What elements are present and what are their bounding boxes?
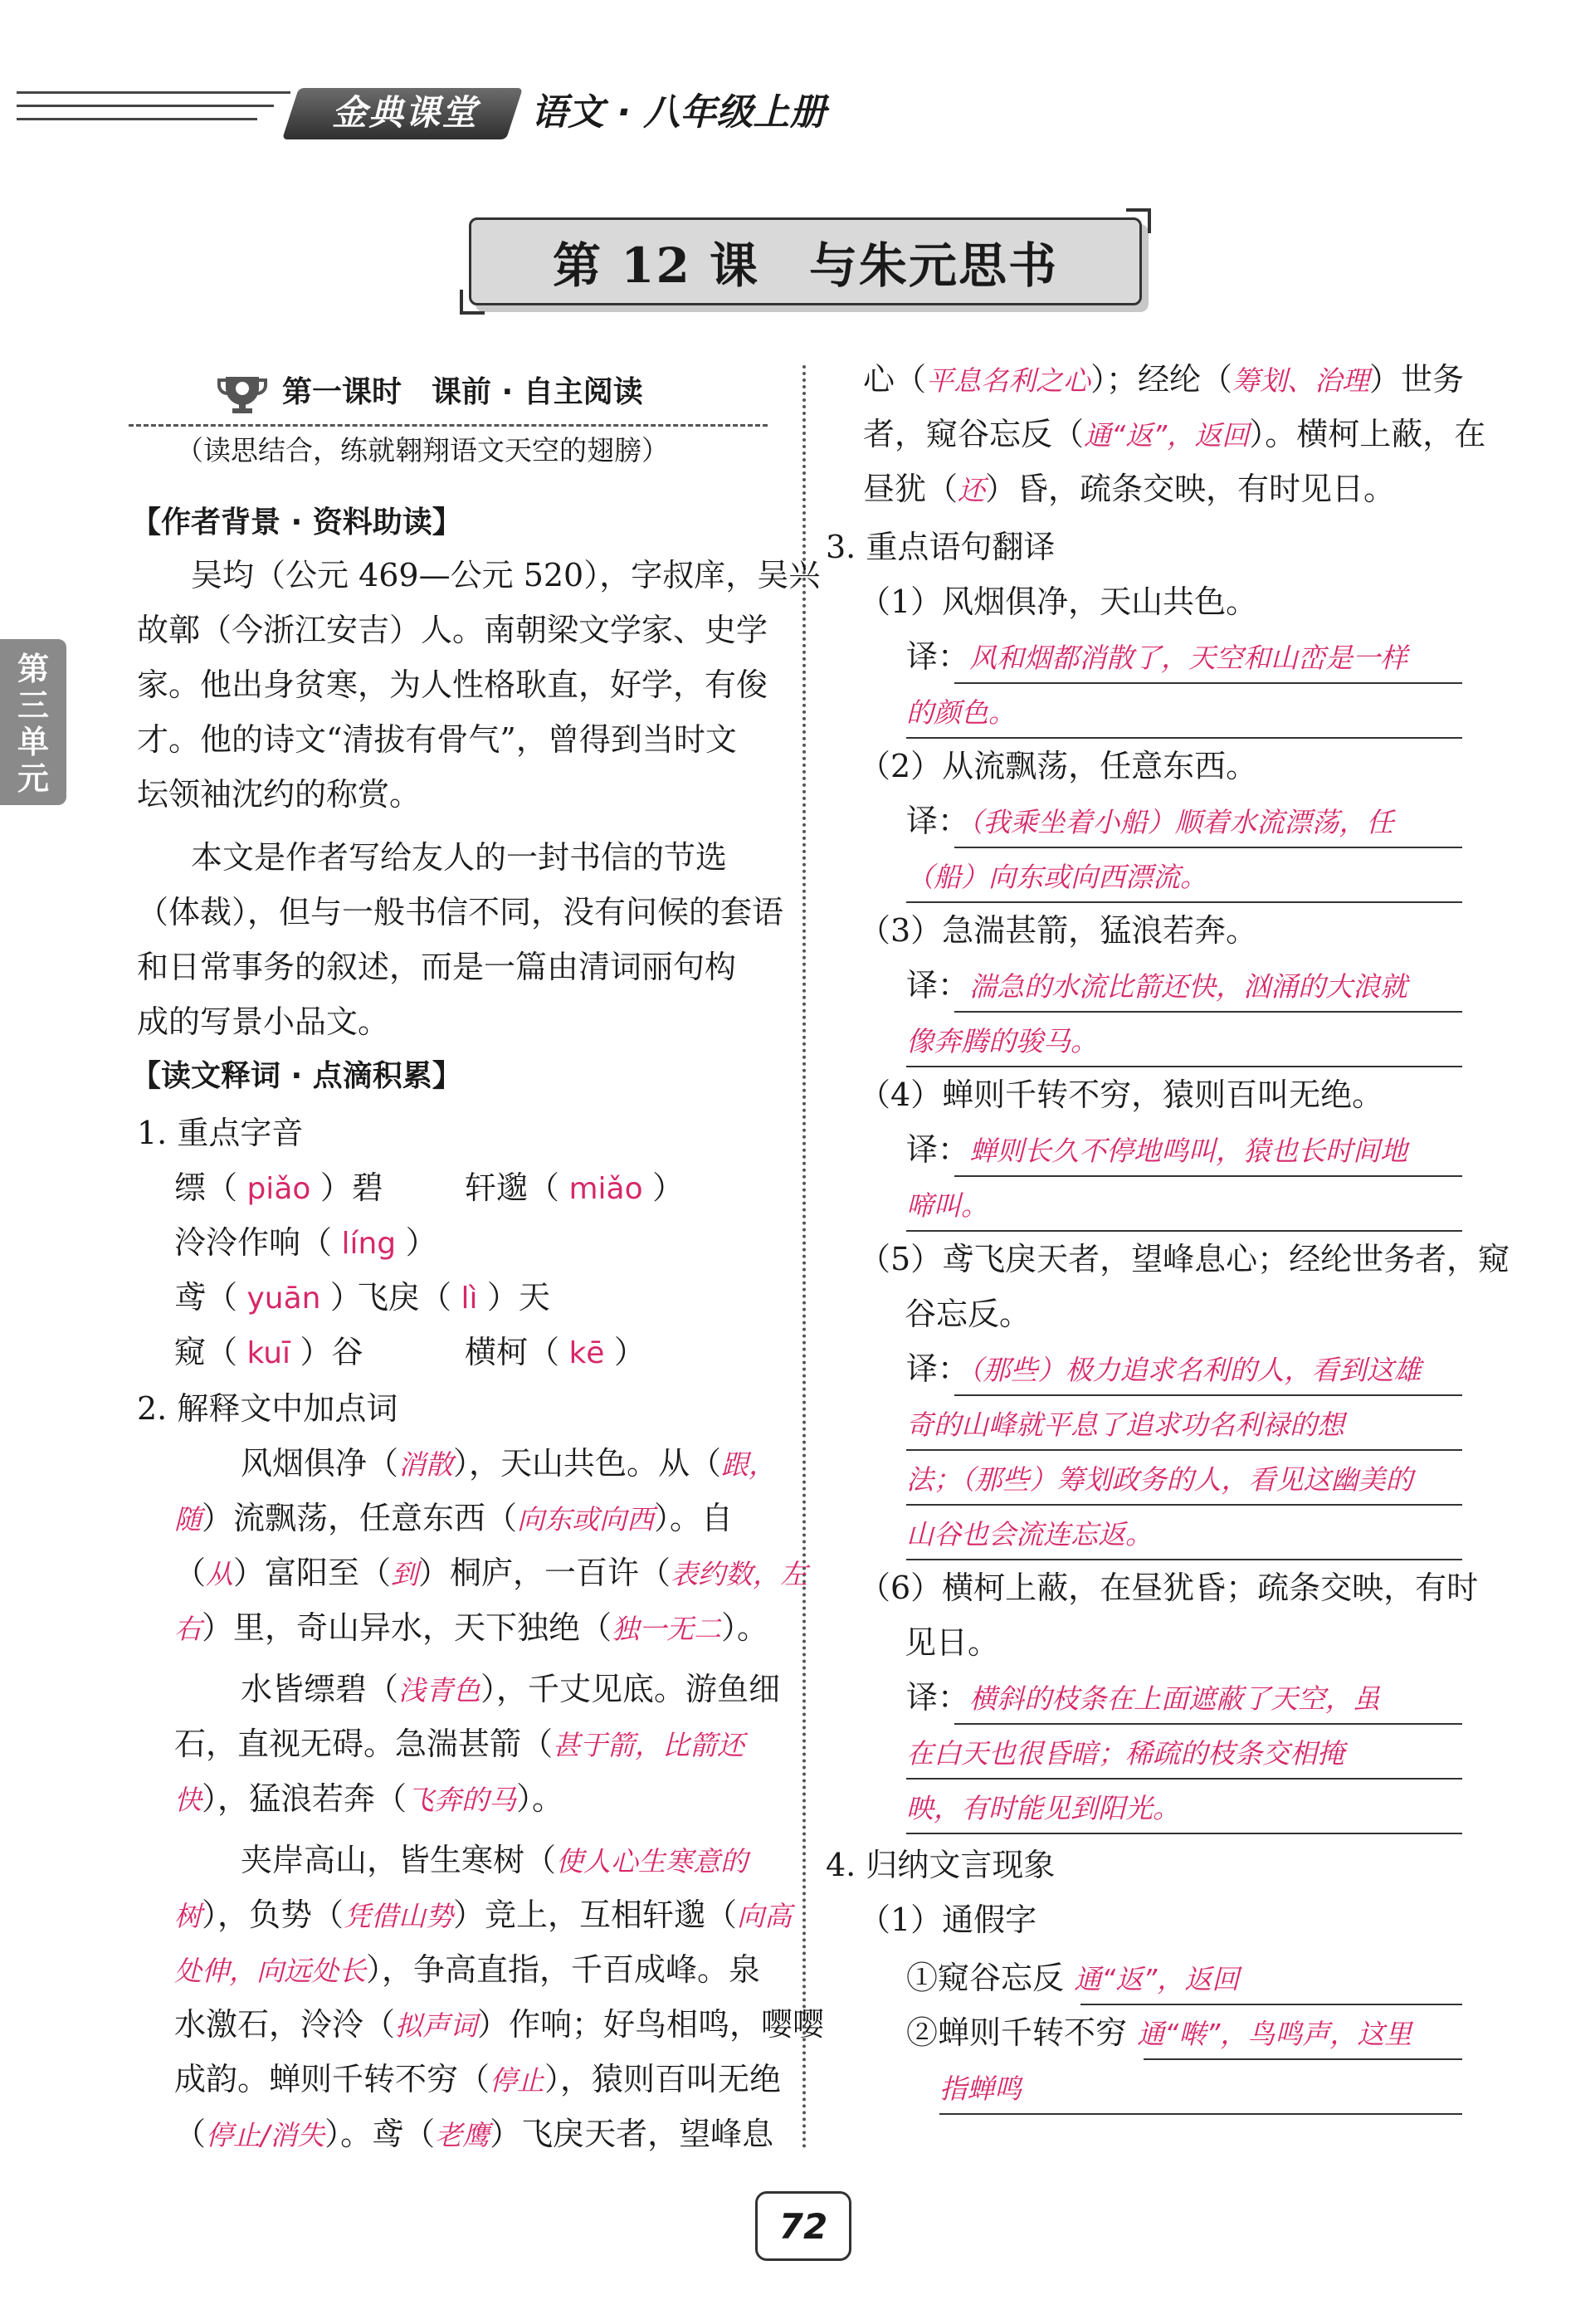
translation-answer [906, 1019, 1098, 1062]
pinyin-answer: kuī [237, 1336, 300, 1370]
translation-prefix: 译： [906, 1350, 970, 1387]
translation-answer [906, 855, 1207, 898]
answer-text: 还 [958, 474, 986, 506]
pinyin-item [174, 1222, 437, 1265]
answer-text: 从 [206, 1558, 234, 1590]
answer-text: 通“啭”，鸟鸣声，这里 [1137, 2018, 1412, 2050]
lesson-title: 第 12 课 与朱元思书 [552, 237, 1059, 294]
passage-text: ），千丈见底。游鱼细 [480, 1671, 781, 1707]
column-divider [802, 365, 806, 2150]
passage-text: ），猿则百叫无绝 [544, 2061, 782, 2097]
translation-answer [906, 1348, 1422, 1391]
page-number-box [755, 2191, 851, 2261]
passage-line [174, 1552, 807, 1595]
section-separator [129, 424, 768, 427]
author-line: 故鄣（今浙江安吉）人。南朝梁文学家、史学 [137, 612, 768, 648]
answer-text: 指蝉鸣 [939, 2073, 1022, 2105]
brand-name: 金典课堂 [331, 92, 478, 133]
pinyin-prompt: 横柯（ [465, 1334, 560, 1370]
translation-question: （4）蝉则千转不穷，猿则百叫无绝。 [859, 1077, 1384, 1113]
answer-underline [906, 1504, 1462, 1506]
answer-text: 飞奔的马 [407, 1784, 517, 1816]
author-line: 坛领袖沈约的称赏。 [137, 776, 422, 813]
q4-subtitle: （1）通假字 [859, 1902, 1037, 1938]
section-title: 第一课时 课前 · 自主阅读 [282, 375, 643, 409]
passage-text: ）。横柯上蔽，在 [1249, 416, 1486, 452]
subject-title: 语文 · 八年级上册 [531, 91, 827, 134]
header-deco-line [17, 91, 290, 94]
translation-answer [906, 1403, 1344, 1446]
answer-underline [1080, 2004, 1462, 2005]
answer-text: （船）向东或向西漂流。 [906, 861, 1207, 893]
answer-text: 横斜的枝条在上面遮蔽了天空，虽 [969, 1682, 1381, 1715]
tongjia-answer-cont [939, 2067, 1022, 2110]
passage-text: ）飞戾天者，望峰息 [490, 2116, 774, 2152]
answer-text: 停止/消失 [206, 2119, 325, 2151]
section-subtitle: （读思结合，练就翱翔语文天空的翅膀） [176, 434, 669, 466]
translation-answer [906, 1731, 1344, 1775]
author-line: 家。他出身贫寒，为人性格耿直，好学，有俊 [137, 666, 768, 703]
answer-text: 像奔腾的骏马。 [906, 1025, 1098, 1057]
passage-text: ）。自 [654, 1500, 734, 1536]
pinyin-prompt: 飞戾（ [357, 1279, 452, 1316]
answer-underline [906, 1449, 1462, 1451]
passage-line [174, 1607, 768, 1650]
author-line: 本文是作者写给友人的一封书信的节选 [191, 839, 728, 876]
pinyin-item [357, 1277, 550, 1320]
translation-answer [906, 1184, 988, 1227]
pinyin-suffix: ）谷 [300, 1334, 363, 1370]
passage-text: ）作响；好鸟相鸣，嘤嘤 [477, 2006, 825, 2043]
translation-answer [906, 800, 1394, 843]
pinyin-prompt: 轩邈（ [465, 1169, 560, 1206]
passage-text: ）桐庐，一百许（ [418, 1555, 671, 1591]
answer-text: 使人心生寒意的 [556, 1845, 749, 1877]
translation-question: （1）风烟俱净，天山共色。 [859, 583, 1258, 620]
pinyin-answer: lì [451, 1282, 487, 1316]
passage-text: ）里，奇山异水，天下独绝（ [202, 1609, 612, 1646]
answer-text: （我乘坐着小船）顺着水流漂荡，任 [969, 806, 1394, 838]
answer-underline [954, 1175, 1462, 1177]
passage-text: ），猛浪若奔（ [202, 1780, 407, 1817]
passage-text: （ [174, 2116, 207, 2152]
pinyin-suffix: ） [329, 1279, 362, 1316]
pinyin-item [174, 1167, 383, 1210]
passage-line [241, 1839, 748, 1882]
answer-underline [954, 1394, 1462, 1396]
passage-text: ）。鸢（ [324, 2116, 436, 2152]
translation-answer [906, 964, 1407, 1008]
answer-text: 表约数，左 [671, 1558, 808, 1590]
answer-text: 消散 [398, 1448, 454, 1481]
answer-text: 拟声词 [395, 2009, 478, 2042]
pinyin-answer: miǎo [559, 1172, 653, 1206]
passage-text: ），争高直指，千百成峰。泉 [366, 1951, 761, 1988]
answer-text: 在白天也很昏暗；稀疏的枝条交相掩 [906, 1737, 1344, 1770]
translation-answer [906, 1457, 1413, 1501]
answer-text: 向高 [737, 1900, 793, 1932]
passage-text: （ [174, 1555, 207, 1591]
pinyin-suffix: ） [652, 1169, 685, 1206]
answer-text: 映，有时能见到阳光。 [906, 1792, 1180, 1824]
passage-text: 成韵。蝉则千转不穷（ [174, 2061, 490, 2097]
answer-text: 快 [174, 1784, 202, 1816]
answer-text: 老鹰 [435, 2119, 490, 2151]
header-deco-line [17, 118, 257, 120]
answer-text: 啼叫。 [906, 1189, 988, 1222]
translation-answer [906, 1786, 1180, 1829]
passage-line [863, 359, 1464, 402]
pinyin-suffix: ）天 [486, 1279, 550, 1316]
passage-line [863, 413, 1485, 456]
answer-text: （那些）极力追求名利的人，看到这雄 [969, 1354, 1422, 1386]
author-line: 才。他的诗文“清拔有骨气”，曾得到当时文 [137, 721, 737, 758]
translation-prefix: 译： [906, 803, 970, 839]
answer-text: 浅青色 [398, 1674, 481, 1706]
answer-text: 右 [174, 1613, 202, 1645]
pinyin-item [174, 1331, 363, 1374]
author-heading: 【作者背景 · 资料助读】 [131, 505, 462, 540]
answer-underline [906, 737, 1462, 739]
translation-answer [906, 691, 1016, 734]
answer-underline [1144, 2058, 1462, 2060]
passage-text: ）。 [516, 1780, 564, 1817]
passage-line [174, 1949, 760, 1992]
answer-text: 平息名利之心 [926, 364, 1091, 397]
translation-prefix: 译： [906, 1131, 970, 1168]
passage-line [174, 2113, 773, 2156]
passage-text: ），天山共色。从（ [453, 1445, 722, 1482]
answer-text: 向东或向西 [517, 1503, 655, 1536]
answer-underline [906, 1559, 1462, 1560]
answer-underline [906, 1066, 1462, 1067]
translation-prefix: 译： [906, 967, 970, 1003]
pinyin-item [465, 1167, 684, 1210]
passage-text: 昼犹（ [863, 471, 958, 507]
passage-text: ）流飘荡，任意东西（ [202, 1500, 518, 1536]
pinyin-item [174, 1277, 362, 1320]
answer-text: 凭借山势 [344, 1900, 454, 1932]
unit-side-tab-label: 第三单元 [17, 651, 49, 797]
answer-text: 独一无二 [612, 1613, 722, 1645]
passage-line [241, 1443, 776, 1486]
passage-text: ）世务 [1369, 361, 1465, 398]
translation-prefix: 译： [906, 1679, 970, 1716]
unit-side-tab [0, 639, 66, 805]
passage-text: 风烟俱净（ [241, 1445, 399, 1482]
answer-underline [954, 1011, 1462, 1013]
passage-text: 水激石，泠泠（ [174, 2006, 396, 2043]
answer-text: 跟， [721, 1448, 777, 1481]
author-line: 成的写景小品文。 [137, 1003, 390, 1040]
passage-text: ）竞上，互相轩邈（ [453, 1897, 738, 1933]
translation-question: 谷忘反。 [905, 1296, 1032, 1332]
answer-text: 蝉则长久不停地鸣叫，猿也长时间地 [969, 1135, 1408, 1167]
passage-text: 者，窥谷忘反（ [863, 416, 1085, 452]
answer-underline [906, 1833, 1462, 1834]
author-line: 吴均（公元 469—公元 520），字叔庠，吴兴 [191, 557, 821, 593]
q3-title: 3. 重点语句翻译 [826, 529, 1056, 565]
pinyin-prompt: 泠泠作响（ [174, 1224, 333, 1261]
answer-underline [954, 847, 1462, 848]
passage-line [174, 2004, 824, 2047]
translation-question: 见日。 [905, 1624, 1000, 1661]
translation-question: （3）急湍甚箭，猛浪若奔。 [859, 912, 1258, 949]
answer-text: 通“返”，返回 [1074, 1963, 1240, 1995]
answer-text: 湍急的水流比箭还快，汹涌的大浪就 [969, 970, 1408, 1003]
q1-title: 1. 重点字音 [137, 1115, 304, 1151]
answer-text: 甚于箭，比箭还 [553, 1729, 745, 1761]
answer-text: 法；（那些）筹划政务的人，看见这幽美的 [906, 1463, 1413, 1496]
author-line: 和日常事务的叙述，而是一篇由清词丽句构 [137, 949, 737, 985]
passage-line [863, 468, 1395, 511]
answer-text: 通“返”，返回 [1084, 419, 1250, 452]
passage-line [174, 1723, 744, 1766]
answer-text: 随 [174, 1503, 202, 1536]
pinyin-prompt: 窥（ [174, 1334, 238, 1370]
answer-text: 风和烟都消散了，天空和山峦是一样 [969, 642, 1408, 674]
answer-text: 到 [391, 1558, 419, 1590]
passage-text: ）昏，疏条交映，有时见日。 [985, 471, 1396, 507]
passage-text: ）富阳至（ [233, 1555, 392, 1591]
passage-text: 心（ [863, 361, 927, 398]
tongjia-item [906, 1957, 1239, 2000]
answer-underline [906, 901, 1462, 903]
tongjia-item [906, 2012, 1412, 2055]
passage-line [174, 1894, 792, 1937]
answer-text: 树 [174, 1900, 202, 1932]
pinyin-prompt: 缥（ [174, 1169, 238, 1206]
answer-underline [954, 1723, 1462, 1725]
answer-underline [906, 1230, 1462, 1232]
header-brand [17, 76, 846, 151]
translation-question: （2）从流飘荡，任意东西。 [859, 748, 1258, 784]
pinyin-suffix: ） [613, 1334, 646, 1370]
answer-underline [939, 2113, 1462, 2115]
answer-text: 筹划、治理 [1232, 364, 1370, 397]
answer-underline [954, 682, 1462, 684]
answer-underline [906, 1778, 1462, 1780]
translation-answer [906, 636, 1407, 679]
q2-title: 2. 解释文中加点词 [137, 1390, 398, 1427]
translation-prefix: 译： [906, 638, 970, 675]
answer-text: 的颜色。 [906, 696, 1016, 729]
passage-line [174, 2058, 781, 2102]
author-line: （体裁），但与一般书信不同，没有问候的套语 [137, 894, 784, 930]
pinyin-answer: kē [559, 1336, 614, 1370]
passage-text: 石，直视无碍。急湍甚箭（ [174, 1726, 554, 1762]
answer-text: 处伸，向远处长 [174, 1955, 366, 1987]
pinyin-item [465, 1331, 646, 1374]
reading-heading: 【读文释词 · 点滴积累】 [131, 1059, 462, 1093]
passage-text: ）。 [721, 1609, 769, 1646]
passage-line [174, 1497, 733, 1540]
trophy-icon [217, 370, 267, 415]
tongjia-question: ②蝉则千转不穷 [906, 2014, 1138, 2051]
pinyin-answer: yuān [237, 1282, 330, 1316]
translation-question: （5）鸢飞戾天者，望峰息心；经纶世务者，窥 [859, 1241, 1510, 1277]
passage-line [241, 1668, 780, 1711]
lesson-title-box [469, 217, 1142, 305]
page-number: 72 [778, 2205, 828, 2247]
translation-answer [906, 1512, 1153, 1555]
answer-text: 奇的山峰就平息了追求功名利禄的想 [906, 1409, 1344, 1441]
passage-text: 水皆缥碧（ [241, 1671, 399, 1707]
pinyin-prompt: 鸢（ [174, 1279, 238, 1316]
q4-title: 4. 归纳文言现象 [826, 1847, 1056, 1883]
header-deco-line [17, 105, 274, 107]
passage-text: ）；经纶（ [1090, 361, 1233, 398]
pinyin-answer: líng [332, 1227, 406, 1261]
answer-text: 山谷也会流连忘返。 [906, 1518, 1153, 1550]
translation-question: （6）横柯上蔽，在昼犹昏；疏条交映，有时 [859, 1570, 1479, 1606]
pinyin-suffix: ） [405, 1224, 437, 1261]
passage-text: ），负势（ [202, 1897, 344, 1933]
pinyin-suffix: ）碧 [319, 1169, 383, 1206]
passage-line [174, 1778, 563, 1821]
pinyin-answer: piǎo [237, 1172, 320, 1206]
answer-text: 停止 [490, 2064, 545, 2097]
translation-answer [906, 1677, 1380, 1720]
passage-text: 夹岸高山，皆生寒树（ [241, 1842, 557, 1878]
tongjia-question: ①窥谷忘反 [906, 1960, 1075, 1996]
translation-answer [906, 1129, 1407, 1172]
